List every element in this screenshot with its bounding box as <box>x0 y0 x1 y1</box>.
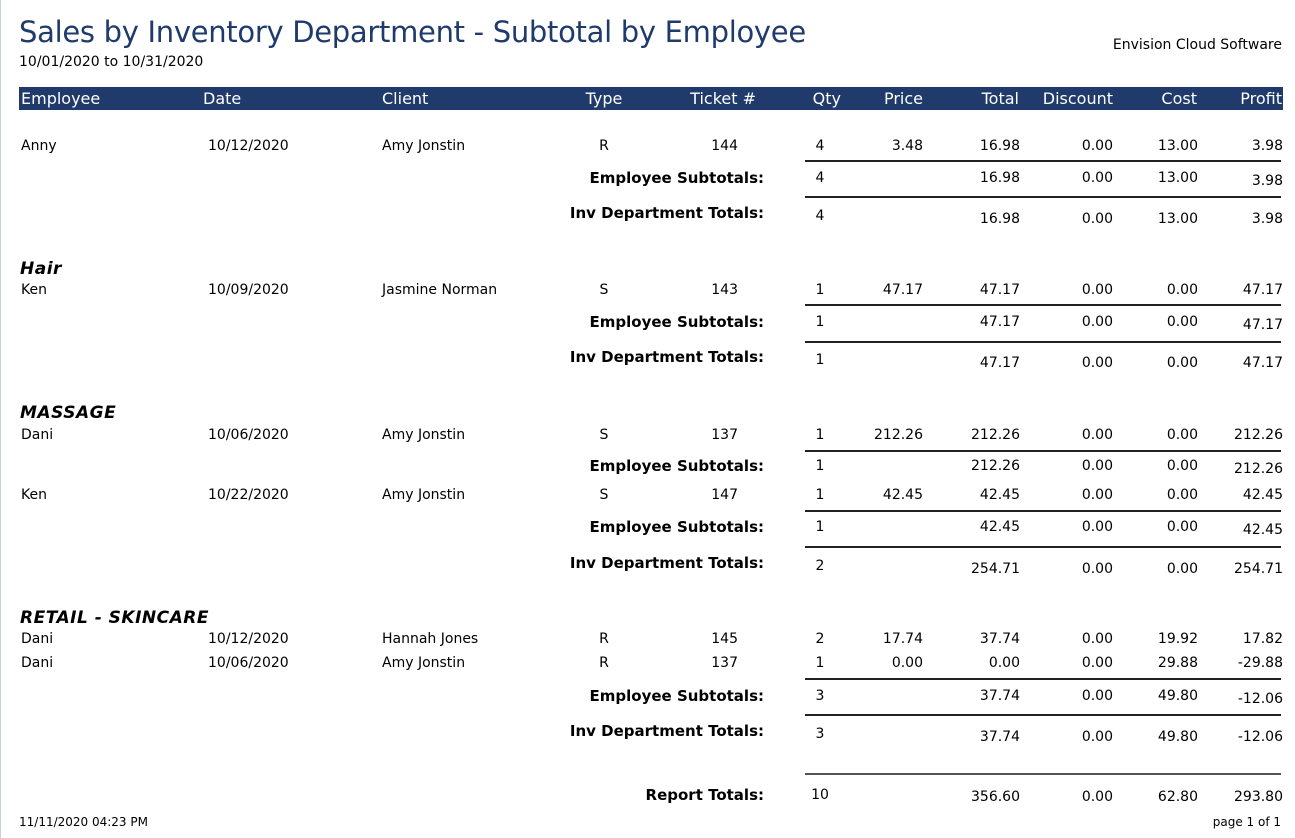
column-header-cost: Cost <box>1161 89 1197 108</box>
column-header-bar <box>19 87 1283 110</box>
subtotal-profit: 42.45 <box>1242 522 1283 538</box>
subtotal-total: 16.98 <box>979 170 1020 186</box>
department-total-qty: 4 <box>815 208 825 224</box>
row-price: 47.17 <box>882 282 923 298</box>
report-total-discount: 0.00 <box>1081 789 1113 805</box>
row-discount: 0.00 <box>1081 487 1113 503</box>
column-header-price: Price <box>883 89 923 108</box>
subtotal-total: 37.74 <box>979 688 1020 704</box>
row-discount: 0.00 <box>1081 427 1113 443</box>
subtotal-profit: 47.17 <box>1242 317 1283 333</box>
subtotal-qty: 1 <box>815 519 825 535</box>
row-date: 10/09/2020 <box>208 282 289 298</box>
row-type: R <box>599 138 609 154</box>
department-total-discount: 0.00 <box>1081 355 1113 371</box>
employee-subtotals-label: Employee Subtotals: <box>589 169 764 187</box>
column-header-ticket: Ticket # <box>690 89 756 108</box>
department-total-qty: 3 <box>815 726 825 742</box>
subtotal-total: 47.17 <box>979 314 1020 330</box>
subtotal-rule <box>805 304 1281 306</box>
row-client: Amy Jonstin <box>382 655 466 671</box>
department-totals-label: Inv Department Totals: <box>569 722 764 740</box>
row-client: Amy Jonstin <box>382 487 466 503</box>
column-header-qty: Qty <box>812 89 841 108</box>
subtotal-discount: 0.00 <box>1081 170 1113 186</box>
department-total-profit: 3.98 <box>1251 211 1283 227</box>
row-qty: 4 <box>815 138 825 154</box>
department-total-total: 47.17 <box>979 355 1020 371</box>
row-price: 212.26 <box>874 427 923 443</box>
subtotal-profit: -12.06 <box>1237 691 1283 707</box>
column-header-date: Date <box>203 89 242 108</box>
row-total: 212.26 <box>971 427 1020 443</box>
row-price: 3.48 <box>891 138 923 154</box>
column-header-type: Type <box>585 89 623 108</box>
row-client: Amy Jonstin <box>382 138 466 154</box>
subtotal-discount: 0.00 <box>1081 688 1113 704</box>
row-qty: 1 <box>815 487 825 503</box>
row-type: R <box>599 655 609 671</box>
row-cost: 0.00 <box>1166 427 1198 443</box>
department-total-profit: -12.06 <box>1237 729 1283 745</box>
row-cost: 13.00 <box>1157 138 1198 154</box>
row-cost: 29.88 <box>1157 655 1198 671</box>
department-total-profit: 47.17 <box>1242 355 1283 371</box>
employee-subtotals-label: Employee Subtotals: <box>589 518 764 536</box>
report-total-cost: 62.80 <box>1157 789 1198 805</box>
row-client: Jasmine Norman <box>382 282 498 298</box>
report-totals-label: Report Totals: <box>645 786 764 804</box>
row-total: 16.98 <box>979 138 1020 154</box>
subtotal-qty: 1 <box>815 314 825 330</box>
department-heading: RETAIL - SKINCARE <box>20 608 209 628</box>
department-total-total: 37.74 <box>979 729 1020 745</box>
subtotal-qty: 3 <box>815 688 825 704</box>
subtotal-profit: 3.98 <box>1251 173 1283 189</box>
row-total: 47.17 <box>979 282 1020 298</box>
row-employee: Ken <box>21 487 47 503</box>
row-discount: 0.00 <box>1081 655 1113 671</box>
subtotal-qty: 4 <box>815 170 825 186</box>
department-total-rule <box>805 196 1281 198</box>
row-ticket: 137 <box>711 427 738 443</box>
subtotal-cost: 0.00 <box>1166 458 1198 474</box>
row-date: 10/22/2020 <box>208 487 289 503</box>
row-discount: 0.00 <box>1081 631 1113 647</box>
row-total: 42.45 <box>979 487 1020 503</box>
department-total-qty: 2 <box>815 558 825 574</box>
employee-subtotals-label: Employee Subtotals: <box>589 687 764 705</box>
department-heading: MASSAGE <box>20 403 117 423</box>
row-ticket: 144 <box>711 138 738 154</box>
employee-subtotals-label: Employee Subtotals: <box>589 457 764 475</box>
row-discount: 0.00 <box>1081 138 1113 154</box>
subtotal-cost: 13.00 <box>1157 170 1198 186</box>
subtotal-total: 42.45 <box>979 519 1020 535</box>
row-ticket: 147 <box>711 487 738 503</box>
report-total-total: 356.60 <box>971 789 1020 805</box>
department-total-qty: 1 <box>815 352 825 368</box>
row-qty: 2 <box>815 631 825 647</box>
department-heading: Hair <box>20 259 62 279</box>
subtotal-cost: 0.00 <box>1166 314 1198 330</box>
department-total-discount: 0.00 <box>1081 211 1113 227</box>
row-employee: Dani <box>21 427 54 443</box>
department-total-cost: 0.00 <box>1166 355 1198 371</box>
subtotal-discount: 0.00 <box>1081 458 1113 474</box>
row-date: 10/06/2020 <box>208 655 289 671</box>
row-profit: 47.17 <box>1242 282 1283 298</box>
department-total-cost: 0.00 <box>1166 561 1198 577</box>
subtotal-discount: 0.00 <box>1081 314 1113 330</box>
row-qty: 1 <box>815 427 825 443</box>
row-price: 42.45 <box>882 487 923 503</box>
row-profit: 212.26 <box>1234 427 1283 443</box>
report-total-qty: 10 <box>811 787 829 803</box>
department-total-rule <box>805 546 1281 548</box>
column-header-client: Client <box>382 89 429 108</box>
subtotal-qty: 1 <box>815 458 825 474</box>
row-total: 0.00 <box>988 655 1020 671</box>
page-number: page 1 of 1 <box>1212 815 1281 829</box>
row-employee: Anny <box>21 138 57 154</box>
column-header-discount: Discount <box>1042 89 1113 108</box>
row-date: 10/06/2020 <box>208 427 289 443</box>
row-ticket: 143 <box>711 282 738 298</box>
row-profit: 17.82 <box>1242 631 1283 647</box>
row-employee: Dani <box>21 631 54 647</box>
subtotal-rule <box>805 160 1281 162</box>
row-type: R <box>599 631 609 647</box>
department-total-total: 16.98 <box>979 211 1020 227</box>
row-cost: 19.92 <box>1157 631 1198 647</box>
row-price: 0.00 <box>891 655 923 671</box>
subtotal-total: 212.26 <box>971 458 1020 474</box>
department-total-cost: 49.80 <box>1157 729 1198 745</box>
department-total-rule <box>805 341 1281 343</box>
department-totals-label: Inv Department Totals: <box>569 348 764 366</box>
row-client: Amy Jonstin <box>382 427 466 443</box>
row-total: 37.74 <box>979 631 1020 647</box>
row-discount: 0.00 <box>1081 282 1113 298</box>
row-client: Hannah Jones <box>382 631 479 647</box>
row-profit: -29.88 <box>1237 655 1283 671</box>
subtotal-rule <box>805 450 1281 452</box>
column-header-profit: Profit <box>1240 89 1282 108</box>
row-employee: Dani <box>21 655 54 671</box>
subtotal-profit: 212.26 <box>1234 461 1283 477</box>
employee-subtotals-label: Employee Subtotals: <box>589 313 764 331</box>
column-header-employee: Employee <box>21 89 101 108</box>
company-name: Envision Cloud Software <box>1112 37 1282 53</box>
row-profit: 42.45 <box>1242 487 1283 503</box>
department-totals-label: Inv Department Totals: <box>569 554 764 572</box>
row-type: S <box>599 282 609 298</box>
row-date: 10/12/2020 <box>208 631 289 647</box>
row-type: S <box>599 487 609 503</box>
row-employee: Ken <box>21 282 47 298</box>
subtotal-discount: 0.00 <box>1081 519 1113 535</box>
department-total-rule <box>805 714 1281 716</box>
department-total-cost: 13.00 <box>1157 211 1198 227</box>
department-totals-label: Inv Department Totals: <box>569 204 764 222</box>
subtotal-rule <box>805 510 1281 512</box>
report-total-profit: 293.80 <box>1234 789 1283 805</box>
report-totals-rule <box>805 773 1281 775</box>
row-price: 17.74 <box>882 631 923 647</box>
report-title: Sales by Inventory Department - Subtotal by Employee <box>19 15 806 49</box>
row-ticket: 137 <box>711 655 738 671</box>
row-date: 10/12/2020 <box>208 138 289 154</box>
subtotal-cost: 0.00 <box>1166 519 1198 535</box>
report-date-range: 10/01/2020 to 10/31/2020 <box>19 54 204 70</box>
page-left-border <box>0 0 1 838</box>
row-ticket: 145 <box>711 631 738 647</box>
row-profit: 3.98 <box>1251 138 1283 154</box>
row-type: S <box>599 427 609 443</box>
row-qty: 1 <box>815 282 825 298</box>
printed-timestamp: 11/11/2020 04:23 PM <box>19 815 148 829</box>
department-total-discount: 0.00 <box>1081 729 1113 745</box>
department-total-total: 254.71 <box>971 561 1020 577</box>
subtotal-rule <box>805 678 1281 680</box>
row-qty: 1 <box>815 655 825 671</box>
column-header-total: Total <box>981 89 1019 108</box>
department-total-profit: 254.71 <box>1234 561 1283 577</box>
row-cost: 0.00 <box>1166 282 1198 298</box>
department-total-discount: 0.00 <box>1081 561 1113 577</box>
subtotal-cost: 49.80 <box>1157 688 1198 704</box>
row-cost: 0.00 <box>1166 487 1198 503</box>
